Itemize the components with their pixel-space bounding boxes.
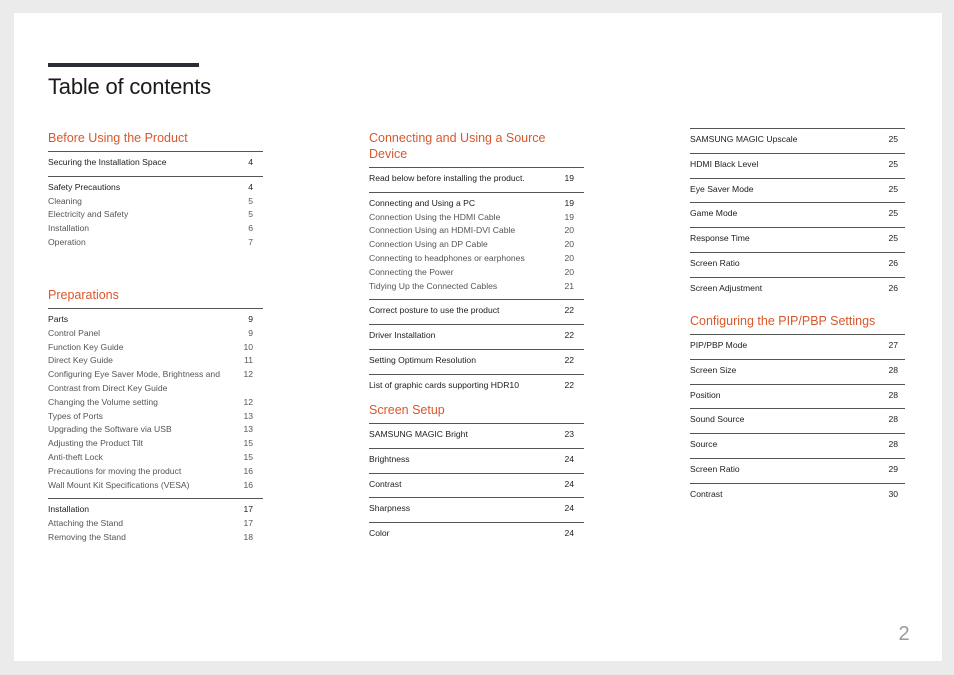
toc-group — [690, 227, 905, 246]
toc-entry-label: SAMSUNG MAGIC Upscale — [690, 134, 798, 144]
toc-entry[interactable] — [48, 503, 263, 517]
toc-subentry[interactable] — [369, 252, 584, 266]
toc-entry-page: 22 — [564, 305, 574, 316]
toc-column-2 — [369, 130, 584, 399]
toc-subentry[interactable] — [369, 224, 584, 238]
toc-section — [690, 128, 905, 296]
title-accent-bar — [48, 63, 199, 67]
toc-subentry[interactable] — [48, 396, 263, 410]
toc-entry-label: SAMSUNG MAGIC Bright — [369, 429, 468, 439]
toc-entry-label: Contrast — [690, 488, 723, 499]
toc-entry-page: 30 — [888, 488, 898, 499]
toc-entry[interactable] — [369, 172, 584, 186]
toc-entry-label: Changing the Volume setting — [48, 396, 158, 407]
toc-entry-label: List of graphic cards supporting HDR10 — [369, 379, 519, 390]
toc-entry[interactable] — [690, 413, 905, 427]
toc-group — [369, 349, 584, 368]
toc-entry-label: Wall Mount Kit Specifications (VESA) — [48, 479, 190, 490]
toc-entry-page: 19 — [564, 173, 574, 183]
toc-entry-page: 9 — [248, 314, 253, 324]
toc-entry-label: Screen Adjustment — [690, 282, 763, 293]
toc-entry-page: 25 — [888, 233, 898, 244]
toc-entry[interactable] — [48, 181, 263, 195]
toc-entry-page: 20 — [564, 239, 574, 250]
toc-entry-label: Read below before installing the product. — [369, 173, 525, 183]
toc-entry-label: Color — [369, 528, 390, 539]
toc-entry-label: Precautions for moving the product — [48, 465, 182, 476]
toc-group — [369, 423, 584, 442]
toc-entry-label: Safety Precautions — [48, 181, 121, 192]
toc-entry-page: 28 — [888, 389, 898, 400]
toc-entry-label: Tidying Up the Connected Cables — [369, 280, 498, 291]
toc-entry-page: 19 — [564, 211, 574, 222]
toc-entry-label: Driver Installation — [369, 330, 436, 341]
toc-entry-label: Electricity and Safety — [48, 209, 129, 220]
toc-section — [369, 402, 584, 541]
toc-entry-label: Connecting and Using a PC — [369, 197, 476, 208]
toc-subentry[interactable] — [369, 280, 584, 294]
toc-entry-page: 19 — [564, 197, 574, 208]
toc-entry-page: 17 — [243, 518, 253, 529]
toc-entry[interactable] — [690, 364, 905, 378]
toc-entry-page: 20 — [564, 225, 574, 236]
toc-entry-label: Adjusting the Product Tilt — [48, 438, 144, 449]
toc-group — [369, 324, 584, 343]
toc-group — [690, 359, 905, 378]
toc-column-2-lower — [369, 402, 584, 547]
toc-entry-page: 22 — [564, 354, 574, 365]
toc-entry[interactable] — [690, 232, 905, 246]
toc-entry-label: Connection Using the HDMI Cable — [369, 211, 501, 222]
toc-entry-label: Screen Size — [690, 364, 737, 375]
section-title[interactable]: Connecting and Using a Source Device — [369, 131, 546, 161]
toc-entry[interactable] — [690, 158, 905, 172]
toc-entry-page: 28 — [888, 414, 898, 425]
toc-entry-page: 5 — [248, 195, 253, 206]
toc-subentry[interactable] — [48, 451, 263, 465]
document-page — [14, 13, 942, 661]
toc-entry-label: Screen Ratio — [690, 257, 740, 268]
toc-group — [369, 497, 584, 516]
toc-subentry[interactable] — [48, 222, 263, 236]
toc-entry[interactable] — [690, 183, 905, 197]
toc-group — [690, 408, 905, 427]
toc-subentry[interactable] — [48, 423, 263, 437]
toc-entry[interactable] — [690, 463, 905, 477]
toc-entry-label: Function Key Guide — [48, 341, 124, 352]
toc-entry-page: 7 — [248, 236, 253, 247]
toc-entry-page: 22 — [564, 330, 574, 341]
toc-group — [369, 473, 584, 492]
toc-entry-page: 24 — [564, 528, 574, 539]
toc-entry[interactable] — [369, 304, 584, 318]
toc-entry-page: 15 — [243, 451, 253, 462]
toc-entry-page: 22 — [564, 379, 574, 390]
toc-group — [369, 448, 584, 467]
toc-entry-label: Setting Optimum Resolution — [369, 354, 476, 365]
toc-entry[interactable] — [690, 257, 905, 271]
toc-entry-label: Contrast — [369, 478, 402, 489]
toc-section — [48, 287, 263, 545]
toc-entry-label: Position — [690, 389, 721, 400]
toc-entry-page: 13 — [243, 410, 253, 421]
toc-column-1 — [48, 130, 263, 256]
toc-entry-label: Connecting the Power — [369, 266, 454, 277]
toc-entry-page: 24 — [564, 503, 574, 514]
toc-entry-page: 26 — [888, 282, 898, 293]
toc-entry-page: 10 — [243, 341, 253, 352]
toc-entry[interactable] — [690, 488, 905, 502]
toc-entry[interactable] — [48, 313, 263, 327]
toc-entry-page: 29 — [888, 463, 898, 474]
toc-group — [369, 167, 584, 186]
toc-entry[interactable] — [369, 197, 584, 211]
toc-entry[interactable] — [690, 282, 905, 296]
toc-entry-page: 24 — [564, 453, 574, 464]
toc-entry-page: 12 — [243, 396, 253, 407]
toc-subentry[interactable] — [48, 410, 263, 424]
toc-entry-label: Connection Using an HDMI-DVI Cable — [369, 225, 516, 236]
toc-entry-page: 28 — [888, 439, 898, 450]
toc-entry[interactable] — [369, 379, 584, 393]
toc-entry-page: 25 — [888, 208, 898, 219]
toc-entry[interactable] — [369, 527, 584, 541]
toc-group — [690, 252, 905, 271]
toc-subentry[interactable] — [48, 437, 263, 451]
toc-section — [369, 130, 584, 393]
toc-entry-page: 25 — [888, 183, 898, 194]
toc-group — [690, 202, 905, 221]
toc-subentry[interactable] — [369, 238, 584, 252]
toc-column-3 — [690, 128, 905, 302]
toc-entry-page: 5 — [248, 209, 253, 220]
toc-entry-label: Sharpness — [369, 503, 411, 514]
toc-entry-page: 21 — [564, 280, 574, 291]
toc-entry-label: Types of Ports — [48, 410, 103, 421]
toc-entry-label: Removing the Stand — [48, 531, 126, 542]
toc-group — [369, 192, 584, 294]
toc-entry-label: Source — [690, 439, 718, 450]
toc-entry-page: 16 — [243, 465, 253, 476]
toc-group — [690, 384, 905, 403]
toc-column-1-lower — [48, 287, 263, 551]
toc-entry[interactable] — [369, 329, 584, 343]
toc-group — [690, 277, 905, 296]
toc-entry-label: Eye Saver Mode — [690, 183, 754, 194]
toc-entry-page: 11 — [244, 355, 253, 366]
toc-entry-page: 16 — [243, 479, 253, 490]
toc-group — [690, 128, 905, 147]
section-title[interactable]: Before Using the Product — [48, 131, 188, 145]
toc-entry-page: 17 — [243, 504, 253, 515]
toc-entry-label: Control Panel — [48, 327, 101, 338]
toc-group — [48, 308, 263, 492]
toc-group — [690, 178, 905, 197]
toc-section — [690, 313, 905, 502]
toc-entry-label: Anti-theft Lock — [48, 451, 103, 462]
toc-subentry[interactable] — [48, 208, 263, 222]
toc-entry-page: 24 — [564, 478, 574, 489]
toc-group — [690, 483, 905, 502]
toc-entry-page: 20 — [564, 266, 574, 277]
toc-subentry[interactable] — [48, 465, 263, 479]
toc-entry-label: Connecting to headphones or earphones — [369, 252, 525, 263]
toc-group — [690, 334, 905, 353]
toc-entry-label: Securing the Installation Space — [48, 157, 167, 167]
toc-entry[interactable] — [690, 339, 905, 353]
toc-entry[interactable] — [369, 478, 584, 492]
toc-entry[interactable] — [369, 428, 584, 442]
toc-entry-page: 27 — [888, 340, 898, 350]
toc-section — [48, 130, 263, 250]
toc-entry-page: 28 — [888, 364, 898, 375]
toc-group — [48, 176, 263, 250]
toc-entry[interactable] — [369, 354, 584, 368]
toc-entry-label: Correct posture to use the product — [369, 305, 500, 316]
toc-subentry[interactable] — [48, 531, 263, 545]
toc-column-3-lower — [690, 313, 905, 508]
page-title: Table of contents — [48, 74, 211, 99]
toc-entry-page: 25 — [888, 158, 898, 169]
toc-group — [369, 374, 584, 393]
toc-entry-page: 15 — [243, 438, 253, 449]
toc-entry-page: 9 — [248, 327, 253, 338]
toc-entry-page: 18 — [243, 531, 253, 542]
toc-entry[interactable] — [690, 133, 905, 147]
toc-entry-page: 13 — [243, 424, 253, 435]
toc-subentry[interactable] — [48, 195, 263, 209]
toc-entry-page: 20 — [564, 252, 574, 263]
toc-entry[interactable] — [690, 207, 905, 221]
toc-subentry[interactable] — [48, 341, 263, 355]
toc-entry-page: 4 — [248, 157, 253, 167]
toc-subentry[interactable] — [48, 368, 263, 396]
toc-subentry[interactable] — [48, 479, 263, 493]
toc-entry-label: Direct Key Guide — [48, 355, 113, 366]
toc-entry-page: 4 — [248, 181, 253, 192]
section-title[interactable]: Screen Setup — [369, 403, 445, 417]
toc-group — [369, 522, 584, 541]
toc-entry-label: Parts — [48, 314, 69, 324]
toc-entry-label: Response Time — [690, 233, 750, 244]
section-title[interactable]: Configuring the PIP/PBP Settings — [690, 314, 876, 328]
page-number: 2 — [898, 623, 910, 645]
toc-subentry[interactable] — [369, 211, 584, 225]
toc-group — [48, 498, 263, 544]
toc-subentry[interactable] — [48, 236, 263, 250]
toc-group — [369, 299, 584, 318]
toc-subentry[interactable] — [48, 354, 263, 368]
toc-subentry[interactable] — [369, 266, 584, 280]
toc-entry-page: 26 — [888, 257, 898, 268]
toc-entry-label: Configuring Eye Saver Mode, Brightness and Contrast from Direct Key Guide — [48, 369, 220, 393]
toc-entry[interactable] — [369, 453, 584, 467]
toc-entry-label: Connection Using an DP Cable — [369, 239, 488, 250]
toc-subentry[interactable] — [48, 517, 263, 531]
toc-entry-label: Brightness — [369, 453, 410, 464]
toc-entry-label: Game Mode — [690, 208, 738, 219]
toc-group — [690, 433, 905, 452]
toc-entry-label: Operation — [48, 236, 86, 247]
toc-entry-label: Attaching the Stand — [48, 518, 124, 529]
toc-entry[interactable] — [48, 156, 263, 170]
toc-entry-label: Sound Source — [690, 414, 745, 425]
toc-entry-page: 12 — [243, 369, 253, 380]
toc-entry-label: Cleaning — [48, 195, 82, 206]
toc-entry[interactable] — [369, 502, 584, 516]
toc-entry-label: Upgrading the Software via USB — [48, 424, 172, 435]
toc-entry-label: PIP/PBP Mode — [690, 340, 748, 350]
toc-entry-label: HDMI Black Level — [690, 158, 759, 169]
toc-entry-page: 25 — [888, 134, 898, 144]
toc-entry-label: Installation — [48, 223, 90, 234]
section-title[interactable]: Preparations — [48, 288, 119, 302]
toc-group — [48, 151, 263, 170]
toc-group — [690, 458, 905, 477]
toc-subentry[interactable] — [48, 327, 263, 341]
toc-entry-label: Screen Ratio — [690, 463, 740, 474]
toc-group — [690, 153, 905, 172]
toc-entry-label: Installation — [48, 504, 90, 515]
toc-entry-page: 23 — [564, 429, 574, 439]
toc-entry-page: 6 — [248, 223, 253, 234]
toc-entry[interactable] — [690, 438, 905, 452]
toc-entry[interactable] — [690, 389, 905, 403]
